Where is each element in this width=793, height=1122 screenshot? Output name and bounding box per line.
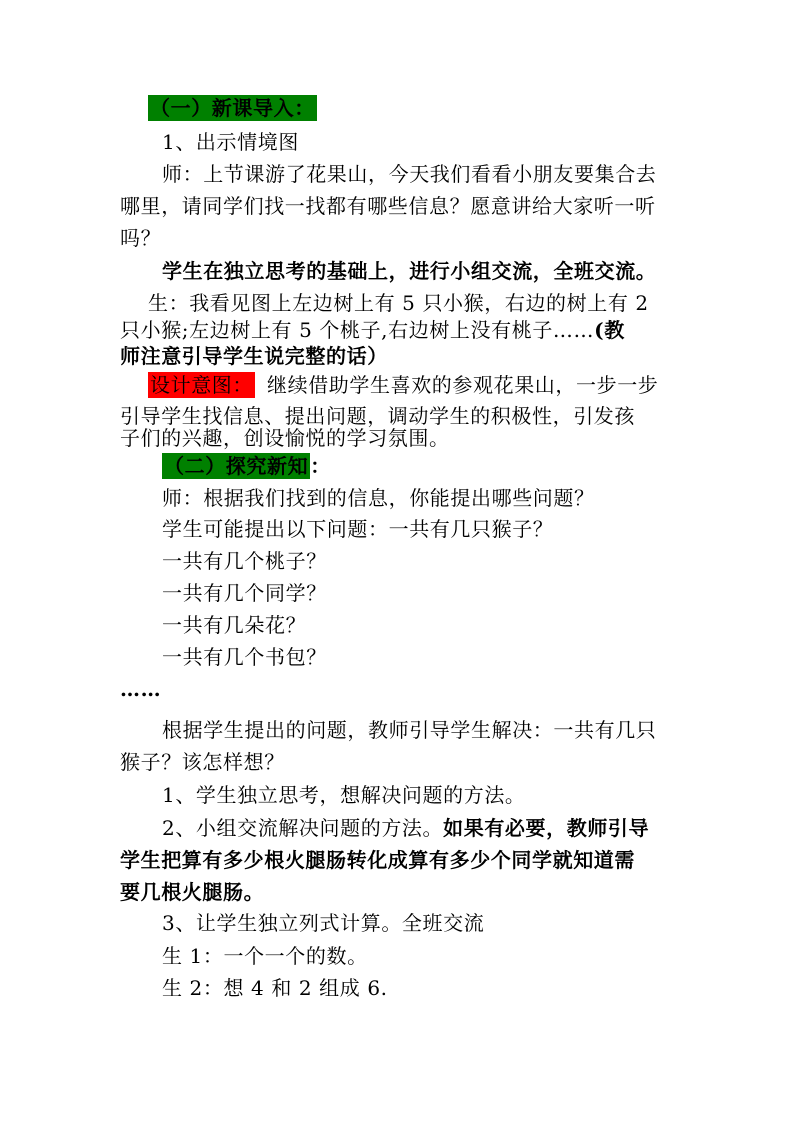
step2-emphasis: 如果有必要，教师引导 bbox=[443, 816, 650, 840]
step2-emphasis-line2: 学生把算有多少根火腿肠转化成算有多少个同学就知道需 bbox=[120, 848, 635, 872]
section2-step2 bbox=[162, 812, 722, 844]
student-answer-line1: 生：我看见图上左边树上有 5 只小猴，右边的树上有 2 bbox=[148, 291, 649, 315]
question-item: 一共有几个桃子？ bbox=[162, 549, 327, 573]
teacher-question-line2: 哪里，请同学们找一找都有哪些信息？愿意讲给大家听一听 bbox=[120, 194, 656, 218]
teacher-question-line1: 师：上节课游了花果山，今天我们看看小朋友要集合去 bbox=[162, 162, 657, 186]
step2-emphasis-line3: 要几根火腿肠。 bbox=[120, 880, 265, 904]
group-exchange-note: 学生在独立思考的基础上，进行小组交流，全班交流。 bbox=[162, 259, 657, 283]
section2-step3: 3、让学生独立列式计算。全班交流 bbox=[162, 911, 485, 935]
design-intent-line1 bbox=[148, 369, 708, 401]
design-intent-text: 继续借助学生喜欢的参观花果山，一步一步 bbox=[267, 373, 659, 397]
section2-teacher-question: 师：根据我们找到的信息，你能提出哪些问题？ bbox=[162, 486, 595, 510]
design-intent-line2: 引导学生找信息、提出问题，调动学生的积极性，引发孩 bbox=[120, 404, 635, 428]
guide-line1: 根据学生提出的问题，教师引导学生解决：一共有几只 bbox=[162, 718, 657, 742]
design-intent-label: 设计意图： bbox=[150, 373, 253, 397]
step2-text: 2、小组交流解决问题的方法。 bbox=[162, 816, 444, 840]
student-answer-line2-text: 只小猴;左边树上有 5 个桃子,右边树上没有桃子…… bbox=[120, 318, 595, 342]
section2-heading-colon: ： bbox=[310, 454, 331, 478]
student-answer-2: 生 2：想 4 和 2 组成 6. bbox=[162, 976, 388, 1000]
section1-step1: 1、出示情境图 bbox=[162, 130, 299, 154]
teacher-note-start: (教 bbox=[594, 318, 625, 342]
section1-heading-text: （一）新课导入： bbox=[150, 96, 315, 120]
possible-questions-intro: 学生可能提出以下问题：一共有几只猴子？ bbox=[162, 517, 554, 541]
question-item: 一共有几朵花？ bbox=[162, 613, 307, 637]
question-item: 一共有几个书包？ bbox=[162, 645, 327, 669]
student-answer-1: 生 1：一个一个的数。 bbox=[162, 944, 368, 968]
guide-line2: 猴子？该怎样想？ bbox=[120, 750, 285, 774]
section2-heading bbox=[162, 450, 722, 482]
ellipsis: …… bbox=[120, 677, 162, 701]
section2-step1: 1、学生独立思考，想解决问题的方法。 bbox=[162, 783, 526, 807]
section2-heading-text: （二）探究新知 bbox=[164, 454, 309, 478]
design-intent-line3: 子们的兴趣，创设愉悦的学习氛围。 bbox=[120, 426, 450, 450]
teacher-question-line3: 吗？ bbox=[120, 226, 162, 250]
section1-heading bbox=[148, 92, 708, 124]
teacher-note-end: 师注意引导学生说完整的话） bbox=[120, 344, 388, 368]
question-item: 一共有几个同学？ bbox=[162, 581, 327, 605]
